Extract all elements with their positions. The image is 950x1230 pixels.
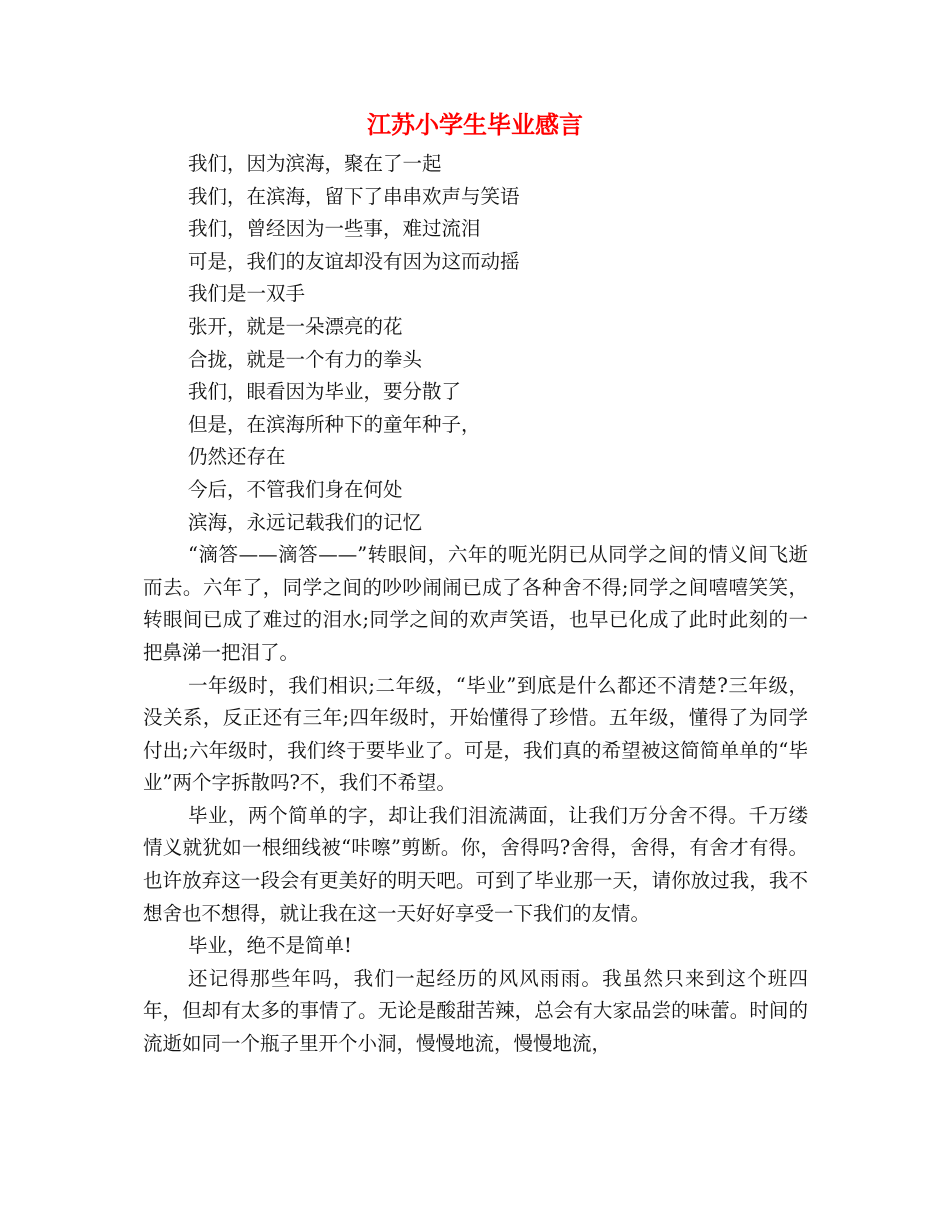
poem-line: 滨海，永远记载我们的记忆 [188,510,423,534]
poem-line: 我们，眼看因为毕业，要分散了 [188,380,462,404]
poem-line: 我们，因为滨海，聚在了一起 [188,152,442,175]
body-paragraph: 毕业，绝不是简单! [188,934,352,958]
poem-line: 张开，就是一朵漂亮的花 [188,314,403,338]
poem-line: 但是，在滨海所种下的童年种子， [188,412,481,436]
poem-line: 我们，曾经因为一些事，难过流泪 [188,217,481,241]
document-title: 江苏小学生毕业感言 [367,110,583,139]
body-paragraph: 毕业，两个简单的字，却让我们泪流满面，让我们万分舍不得。千万缕情义就犹如一根细线被“咔嚓”剪断。你，舍得吗?舍得，舍得，有舍才有得。也许放弃这一段会有更美好的明天吧。可到了毕业那一天，请你放过我，我不想舍也不想得，就让我在这一天好好享受一下我们的友情。 [143,803,808,925]
body-paragraph: 一年级时，我们相识;二年级，“毕业”到底是什么都还不清楚?三年级，没关系，反正还有三年;四年级时，开始懂得了珍惜。五年级，懂得了为同学付出;六年级时，我们终于要毕业了。可是，我们真的希望被这简简单单的“毕业”两个字拆散吗?不，我们不希望。 [143,673,808,795]
poem-line: 我们，在滨海，留下了串串欢声与笑语 [188,184,520,208]
body-paragraph: “滴答——滴答——”转眼间，六年的呃光阴已从同学之间的情义间飞逝而去。六年了，同学之间的吵吵闹闹已成了各种舍不得;同学之间嘻嘻笑笑，转眼间已成了难过的泪水;同学之间的欢声笑语，也早已化成了此时此刻的一把鼻涕一把泪了。 [143,543,808,664]
poem-line: 可是，我们的友谊却没有因为这而动摇 [188,249,520,273]
document-body [143,148,808,1061]
poem-line: 今后，不管我们身在何处 [188,477,403,501]
body-paragraph: 还记得那些年吗，我们一起经历的风风雨雨。我虽然只来到这个班四年，但却有太多的事情了。无论是酸甜苦辣，总会有大家品尝的味蕾。时间的流逝如同一个瓶子里开个小洞，慢慢地流，慢慢地流， [143,966,808,1056]
poem-line: 仍然还存在 [188,445,286,469]
poem-line: 合拢，就是一个有力的拳头 [188,347,423,371]
poem-line: 我们是一双手 [188,282,306,306]
